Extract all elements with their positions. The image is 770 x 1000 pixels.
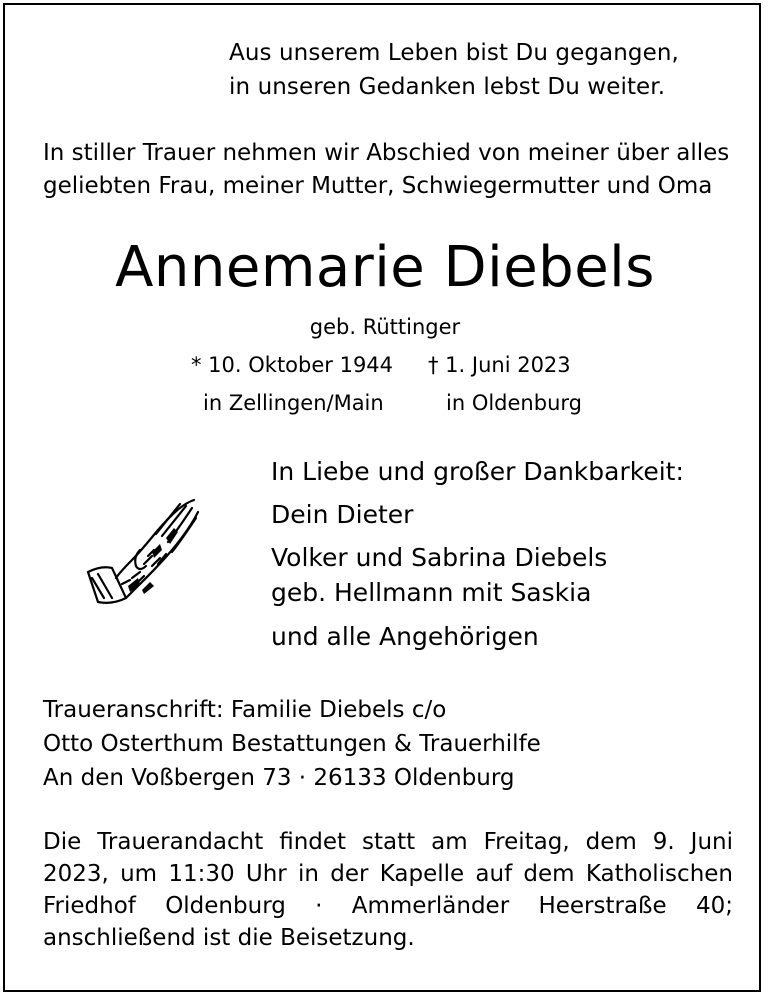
service-notice bbox=[43, 826, 733, 954]
service-notice-line: anschließend ist die Beisetzung. bbox=[43, 925, 415, 951]
mourner-line: geb. Hellmann mit Saskia bbox=[271, 578, 592, 607]
service-notice-line: 2023, um 11:30 Uhr in der Kapelle auf dem Katholischen bbox=[43, 861, 733, 887]
mourner-line: Volker und Sabrina Diebels bbox=[271, 543, 608, 572]
verse-line-2: in unseren Gedanken lebst Du weiter. bbox=[229, 74, 666, 100]
address-line-1: Traueranschrift: Familie Diebels c/o bbox=[43, 697, 447, 723]
birth-place: in Zellingen/Main bbox=[203, 391, 384, 415]
verse-line-1: Aus unserem Leben bist Du gegangen, bbox=[229, 40, 679, 66]
death-date: † 1. Juni 2023 bbox=[428, 353, 571, 377]
address-line-3: An den Voßbergen 73 · 26133 Oldenburg bbox=[43, 765, 515, 791]
service-notice-line: Die Trauerandacht findet statt am Freitag, dem 9. Juni bbox=[43, 829, 733, 855]
mourner-line: und alle Angehörigen bbox=[271, 622, 539, 651]
praying-hands-icon bbox=[82, 494, 202, 612]
intro-line-2: geliebten Frau, meiner Mutter, Schwiegermutter und Oma bbox=[43, 173, 713, 199]
birth-date: * 10. Oktober 1944 bbox=[191, 353, 394, 377]
deceased-name: Annemarie Diebels bbox=[115, 235, 655, 300]
mourners-heading: In Liebe und großer Dankbarkeit: bbox=[271, 457, 684, 486]
address-line-2: Otto Osterthum Bestattungen & Trauerhilfe bbox=[43, 731, 541, 757]
maiden-name: geb. Rüttinger bbox=[309, 315, 461, 339]
service-notice-line: Friedhof Oldenburg · Ammerländer Heerstraße 40; bbox=[43, 893, 733, 919]
death-place: in Oldenburg bbox=[446, 391, 582, 415]
mourner-line: Dein Dieter bbox=[271, 500, 414, 529]
intro-line-1: In stiller Trauer nehmen wir Abschied von meiner über alles bbox=[43, 140, 730, 166]
